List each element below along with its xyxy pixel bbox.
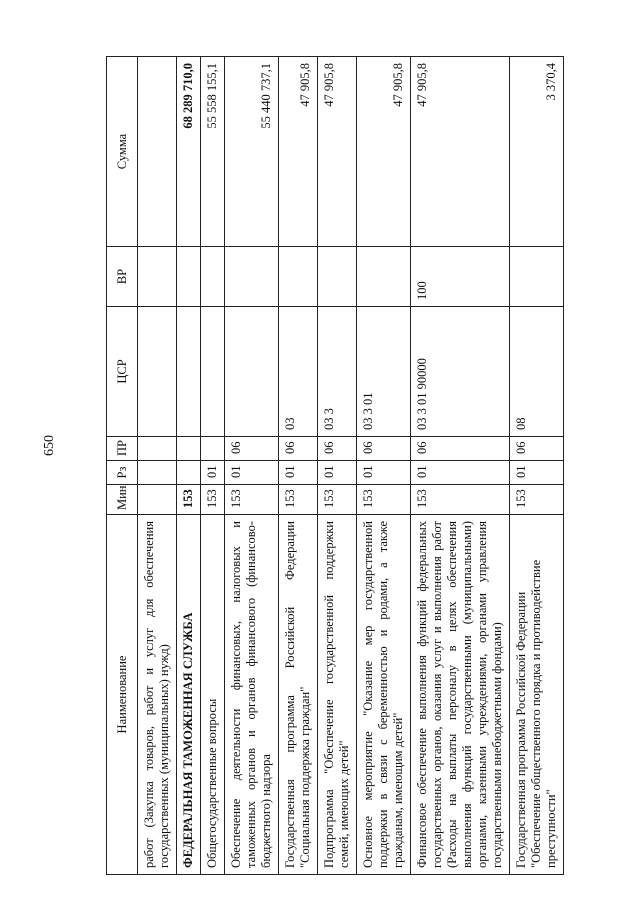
row-min: 153	[318, 485, 357, 515]
row-rz: 01	[357, 461, 411, 485]
table-row	[357, 57, 411, 875]
row-rz: 01	[201, 461, 225, 485]
row-pr	[201, 437, 225, 461]
row-name: Общегосударственные вопросы	[201, 515, 225, 875]
row-min: 153	[411, 485, 510, 515]
table-header-row	[107, 57, 138, 875]
row-csr: 03	[279, 307, 318, 437]
row-sum: 55 440 737,1	[225, 57, 279, 247]
row-min: 153	[279, 485, 318, 515]
table-row	[510, 57, 564, 875]
row-pr	[138, 437, 177, 461]
row-vr	[201, 247, 225, 307]
row-rz	[177, 461, 201, 485]
row-pr: 06	[411, 437, 510, 461]
row-rz: 01	[510, 461, 564, 485]
table-row	[138, 57, 177, 875]
row-csr	[138, 307, 177, 437]
row-pr: 06	[225, 437, 279, 461]
row-vr	[318, 247, 357, 307]
row-name: Подпрограмма "Обеспечение государственной поддержки семей, имеющих детей"	[318, 515, 357, 875]
row-sum	[138, 57, 177, 247]
row-sum: 47 905,8	[357, 57, 411, 247]
row-csr: 03 3	[318, 307, 357, 437]
row-min: 153	[177, 485, 201, 515]
row-csr: 03 3 01	[357, 307, 411, 437]
row-pr: 06	[318, 437, 357, 461]
row-vr	[138, 247, 177, 307]
row-min: 153	[510, 485, 564, 515]
header-name: Наименование	[107, 515, 138, 875]
row-min: 153	[225, 485, 279, 515]
row-rz: 01	[225, 461, 279, 485]
row-min: 153	[357, 485, 411, 515]
row-vr: 100	[411, 247, 510, 307]
table-row	[201, 57, 225, 875]
row-rz: 01	[279, 461, 318, 485]
header-pr: ПР	[107, 437, 138, 461]
row-vr	[279, 247, 318, 307]
row-rz	[138, 461, 177, 485]
header-rz: Рз	[107, 461, 138, 485]
row-name: Обеспечение деятельности финансовых, налоговых и таможенных органов и органов финансового (финансово-бюджетного) надзора	[225, 515, 279, 875]
row-vr	[225, 247, 279, 307]
row-name: Государственная программа Российской Федерации "Обеспечение общественного порядка и противодействие преступности"	[510, 515, 564, 875]
row-pr: 06	[510, 437, 564, 461]
row-name: ФЕДЕРАЛЬНАЯ ТАМОЖЕННАЯ СЛУЖБА	[177, 515, 201, 875]
row-name: Государственная программа Российской Федерации "Социальная поддержка граждан"	[279, 515, 318, 875]
row-csr	[177, 307, 201, 437]
budget-table-rotated	[106, 57, 612, 875]
row-vr	[357, 247, 411, 307]
row-pr: 06	[357, 437, 411, 461]
row-vr	[510, 247, 564, 307]
table-row	[177, 57, 201, 875]
row-min	[138, 485, 177, 515]
row-csr: 08	[510, 307, 564, 437]
row-min: 153	[201, 485, 225, 515]
table-row	[225, 57, 279, 875]
row-csr	[201, 307, 225, 437]
row-name: работ (Закупка товаров, работ и услуг для обеспечения государственных (муниципальных) нужд)	[138, 515, 177, 875]
page-number: 650	[42, 435, 57, 456]
row-rz: 01	[318, 461, 357, 485]
row-sum: 47 905,8	[318, 57, 357, 247]
row-name: Финансовое обеспечение выполнения функций федеральных государственных органов, оказания услуг и выполнения работ (Расходы на выплаты персоналу в целях обеспечения выполнения функций государственными (муниципальными) органами, казенными учреждениями, органами управления государственными внебюджетными фондами)	[411, 515, 510, 875]
row-sum: 47 905,8	[279, 57, 318, 247]
row-sum: 3 370,4	[510, 57, 564, 247]
row-sum: 47 905,8	[411, 57, 510, 247]
table-row	[411, 57, 510, 875]
row-sum: 55 558 155,1	[201, 57, 225, 247]
row-sum: 68 289 710,0	[177, 57, 201, 247]
row-pr: 06	[279, 437, 318, 461]
header-sum: Сумма	[107, 57, 138, 247]
budget-table	[106, 56, 564, 875]
row-csr: 03 3 01 90000	[411, 307, 510, 437]
header-csr: ЦСР	[107, 307, 138, 437]
row-csr	[225, 307, 279, 437]
row-rz: 01	[411, 461, 510, 485]
header-vr: ВР	[107, 247, 138, 307]
header-min: Мин	[107, 485, 138, 515]
table-row	[279, 57, 318, 875]
table-row	[318, 57, 357, 875]
row-name: Основное мероприятие "Оказание мер государственной поддержки в связи с беременностью и родами, а также гражданам, имеющим детей"	[357, 515, 411, 875]
row-pr	[177, 437, 201, 461]
row-vr	[177, 247, 201, 307]
